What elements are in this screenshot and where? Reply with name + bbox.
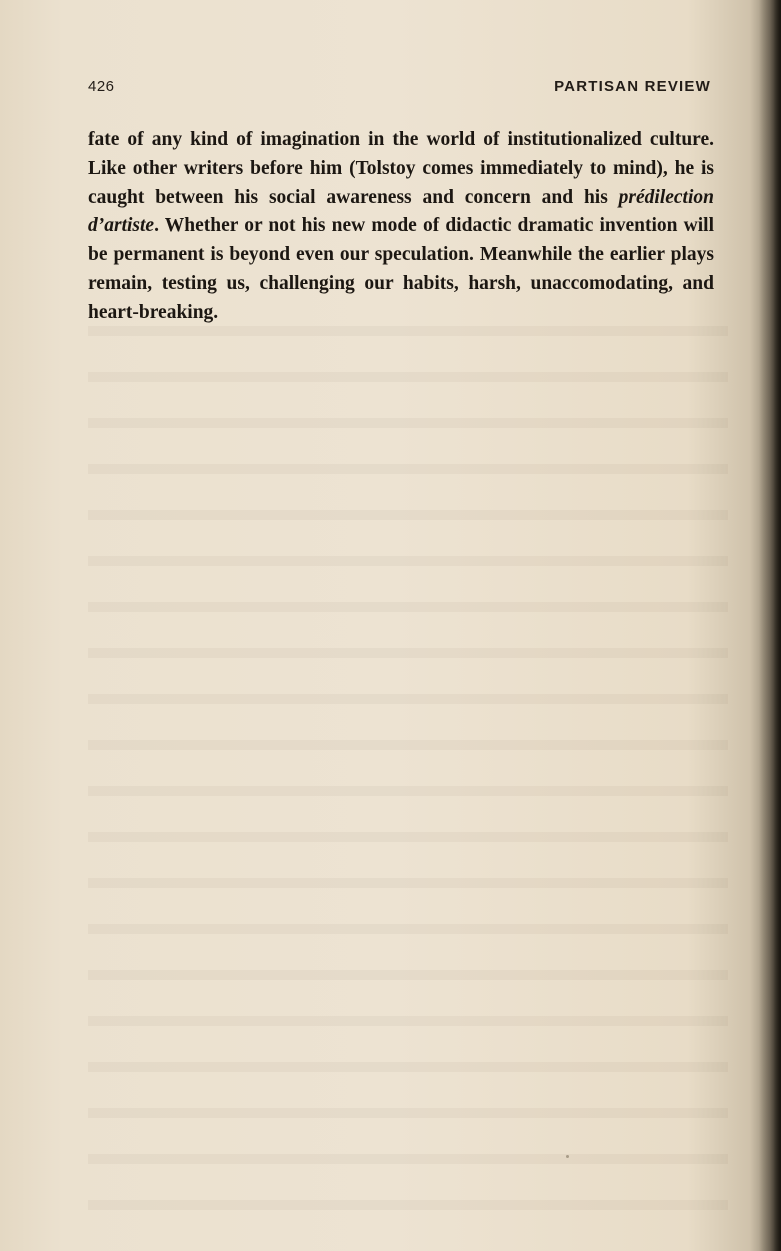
- paragraph-text-end: . Whether or not his new mode of didactic dramatic invention will be permanent is beyond even our speculation. Meanwhile the earlier plays remain, testing us, challenging our habits, harsh, unaccomodating, and heart-breaking.: [88, 215, 714, 323]
- page-header: [88, 78, 711, 100]
- body-paragraph: [88, 126, 714, 328]
- show-through-text: [88, 318, 728, 1118]
- page-number: 426: [88, 78, 115, 95]
- page-edge-shadow: [759, 0, 781, 1251]
- italic-phrase: prédilection d’artiste: [88, 186, 714, 237]
- paper-speck: [566, 1155, 569, 1158]
- paragraph-text-start: fate of any kind of imagination in the world of institutionalized culture. Like other writers before him (Tolstoy comes immediately to mind), he is caught between his social awareness and concern and his: [88, 129, 714, 208]
- running-head: PARTISAN REVIEW: [554, 78, 711, 95]
